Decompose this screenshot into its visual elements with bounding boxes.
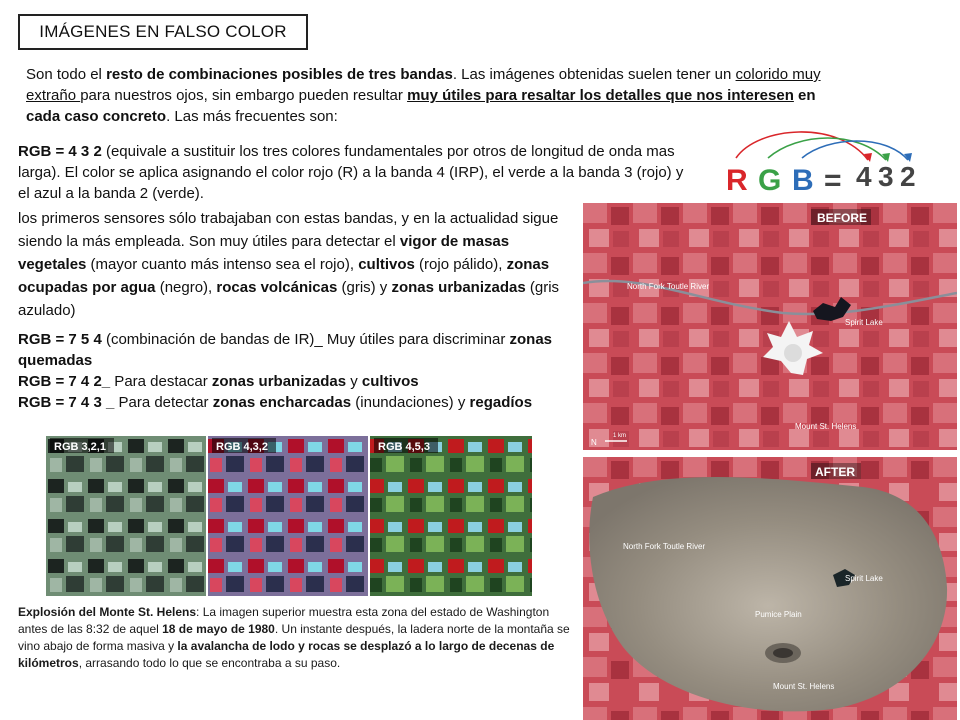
- caption-text-3: , arrasando todo lo que se encontraba a su paso.: [78, 656, 341, 670]
- caption-bold-1: Explosión del Monte St. Helens: [18, 605, 197, 619]
- uses-text-2: (mayor cuanto más intenso sea el rojo),: [86, 256, 359, 273]
- rgb742-label: RGB = 7 4 2_: [18, 373, 111, 390]
- red-arrow: [736, 132, 868, 160]
- rgb432-text: (equivale a sustituir los tres colores fundamentales por otros de longitud de onda mas larga). El color se aplica asignando el color rojo (R) a la banda 4 (IRP), el verde a la banda 3 (rojo) y el azul a la banda 2 (verde).: [18, 143, 684, 202]
- band-composite-strip: [46, 436, 532, 596]
- before-satellite-image: [583, 203, 957, 450]
- intro-text-2: . Las imágenes obtenidas suelen tener un: [452, 66, 736, 83]
- uses-bold-2: cultivos: [358, 256, 415, 273]
- strip-label-1: RGB 3,2,1: [54, 441, 106, 453]
- rgb742-bold-1: zonas urbanizadas: [211, 373, 347, 390]
- rgb743-bold-1: zonas encharcadas: [212, 394, 352, 411]
- intro-text-5: . Las más frecuentes son:: [166, 108, 338, 125]
- strip-label-2: RGB 4,3,2: [216, 441, 268, 453]
- composite-321: [46, 436, 206, 596]
- rgb432-label: RGB = 4 3 2: [18, 143, 102, 160]
- rgb754-text: (combinación de bandas de IR)_ Muy útiles para discriminar: [101, 331, 510, 348]
- caption-bold-2: 18 de mayo de 1980: [162, 622, 275, 636]
- intro-bold-1: resto de combinaciones posibles de tres bandas: [106, 66, 453, 83]
- intro-text-3: para nuestros ojos, sin embargo pueden resultar: [80, 87, 408, 104]
- after-river-label: North Fork Toutle River: [623, 542, 706, 551]
- title-box: [18, 14, 308, 50]
- uses-bold-4: rocas volcánicas: [216, 279, 338, 296]
- rgb742-text: Para destacar: [110, 373, 212, 390]
- page-title: IMÁGENES EN FALSO COLOR: [39, 22, 287, 41]
- north-icon: N: [591, 438, 597, 447]
- rgb743-line: [18, 392, 588, 413]
- rgb-band-mapping-graphic: [718, 124, 928, 196]
- uses-bold-1: vigor de masas vegetales: [18, 233, 510, 273]
- before-label: BEFORE: [817, 211, 868, 225]
- intro-bold-2: en cada caso concreto: [26, 87, 816, 125]
- digit-4: 4: [856, 161, 872, 192]
- scale-bar-label: 1 km: [613, 433, 627, 439]
- after-lake-label: Spirit Lake: [845, 574, 883, 583]
- pumice-plain-label: Pumice Plain: [755, 610, 802, 619]
- uses-text-3: (rojo pálido),: [414, 256, 507, 273]
- blue-arrow: [802, 141, 908, 160]
- caption-bold-3: la avalancha de lodo y rocas se desplazó a lo largo de decenas de kilómetros: [18, 639, 555, 670]
- before-mountain-label: Mount St. Helens: [795, 422, 857, 431]
- after-mountain-label: Mount St. Helens: [773, 682, 835, 691]
- uses-text-6: (gris azulado): [18, 279, 560, 319]
- rgb432-description: [18, 141, 698, 204]
- uses-bold-3: zonas ocupadas por agua: [18, 256, 550, 296]
- digit-3: 3: [878, 161, 894, 192]
- composite-453: [370, 436, 532, 596]
- intro-text-1: Son todo el: [26, 66, 107, 83]
- rgb432-uses: [18, 207, 578, 322]
- before-lake-label: Spirit Lake: [845, 318, 883, 327]
- rgb754-line: [18, 329, 588, 371]
- digit-2: 2: [900, 161, 916, 192]
- letter-b: B: [792, 164, 814, 196]
- uses-text-5: (gris) y: [337, 279, 392, 296]
- after-label: AFTER: [815, 465, 855, 479]
- uses-text-4: (negro),: [155, 279, 217, 296]
- composite-432: [208, 436, 368, 596]
- rgb743-bold-2: regadíos: [469, 394, 533, 411]
- rgb743-label: RGB = 7 4 3 _: [18, 394, 115, 411]
- caption-text-1: : La imagen superior muestra esta zona del estado de Washington antes de las 8:32 de aquel: [18, 605, 550, 636]
- equals-sign: =: [824, 164, 842, 196]
- letter-g: G: [758, 164, 782, 196]
- caption-text-2: . Un instante después, la ladera norte de la montaña se vino abajo de forma masiva y: [18, 622, 570, 653]
- strip-label-3: RGB 4,5,3: [378, 441, 430, 453]
- uses-text-1: los primeros sensores sólo trabajaban con estas bandas, y en la actualidad sigue siendo la más empleada. Son muy útiles para detectar el: [18, 210, 559, 250]
- rgb742-mid: y: [346, 373, 362, 390]
- before-river-label: North Fork Toutle River: [627, 282, 710, 291]
- other-combinations: [18, 329, 588, 413]
- intro-bold-underline: muy útiles para resaltar los detalles que nos interesen: [407, 87, 794, 104]
- rgb743-text: Para detectar: [114, 394, 213, 411]
- image-caption: [18, 604, 578, 672]
- uses-bold-5: zonas urbanizadas: [391, 279, 526, 296]
- intro-underline-1: colorido muy extraño: [26, 66, 821, 104]
- after-satellite-image: [583, 457, 957, 720]
- rgb742-bold-2: cultivos: [361, 373, 419, 390]
- rgb754-bold: zonas quemadas: [18, 331, 553, 369]
- intro-paragraph: [26, 64, 846, 127]
- letter-r: R: [726, 164, 748, 196]
- rgb742-line: [18, 371, 588, 392]
- rgb754-label: RGB = 7 5 4: [18, 331, 102, 348]
- rgb743-mid: (inundaciones) y: [351, 394, 470, 411]
